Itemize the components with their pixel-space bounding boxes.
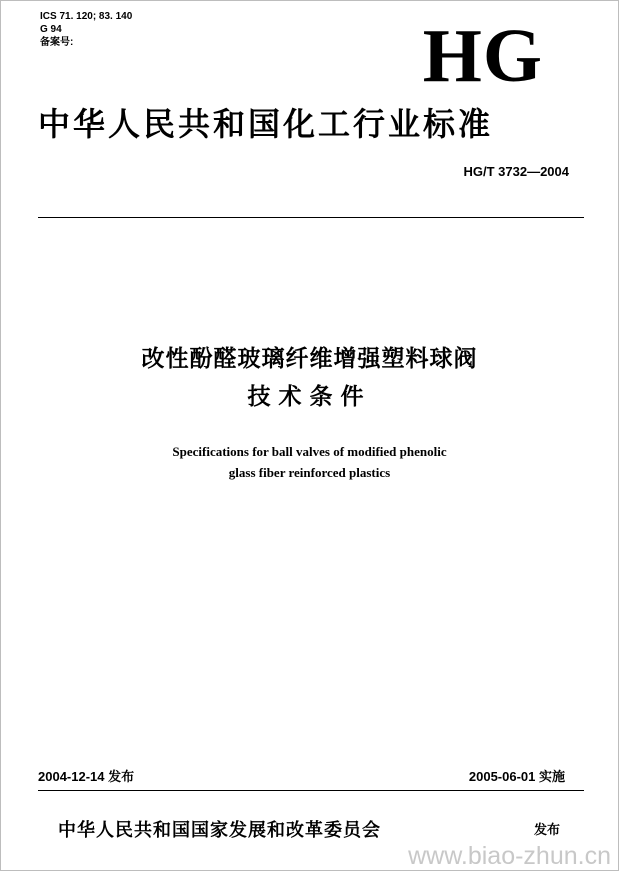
issue-date: 2004-12-14 发布: [38, 769, 135, 784]
standard-category-title: 中华人民共和国化工行业标准: [38, 105, 494, 143]
record-number-label: 备案号:: [40, 37, 74, 48]
ics-code: ICS 71. 120; 83. 140: [40, 11, 133, 22]
implementation-date: 2005-06-01 实施: [468, 769, 565, 784]
document-title-cn-line1: 改性酚醛玻璃纤维增强塑料球阀: [141, 346, 478, 372]
document-title-cn-line2: 技术条件: [247, 384, 372, 410]
site-watermark: www.biao-zhun.cn: [408, 842, 611, 870]
standard-logo: HG: [422, 14, 543, 98]
issuing-authority: 中华人民共和国国家发展和改革委员会: [58, 820, 381, 841]
document-title-en-line2: glass fiber reinforced plastics: [228, 465, 391, 480]
standard-number: HG/T 3732—2004: [463, 164, 569, 179]
document-title-en-line1: Specifications for ball valves of modified phenolic: [172, 444, 447, 459]
classification-code: G 94: [40, 24, 62, 35]
bottom-divider: [38, 790, 584, 791]
issuing-authority-suffix: 发布: [534, 823, 561, 838]
top-divider: [38, 217, 584, 218]
